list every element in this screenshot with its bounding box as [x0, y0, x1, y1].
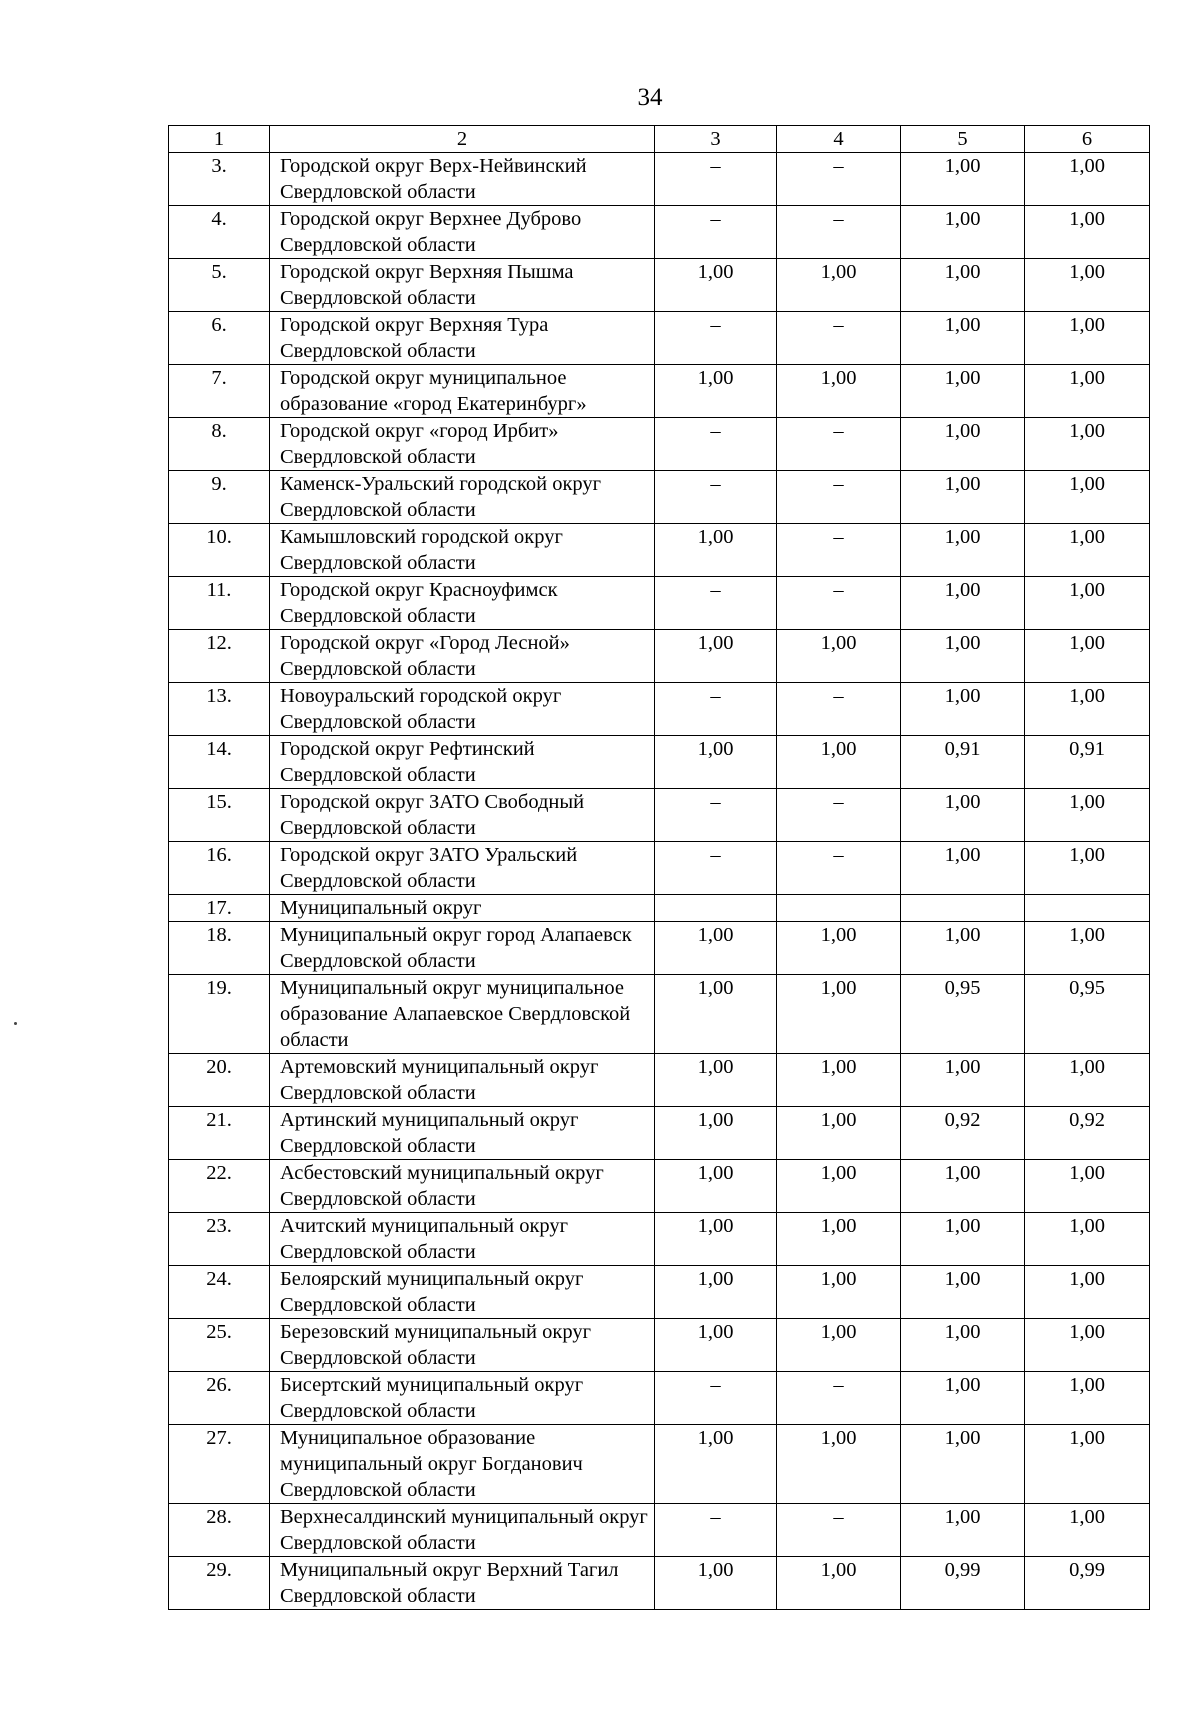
value-col-4: 1,00 — [777, 1160, 901, 1213]
value-col-6: 1,00 — [1025, 418, 1150, 471]
table-header-row — [169, 126, 1150, 153]
municipality-name: Городской округ Верхняя Тура Свердловской области — [270, 312, 655, 365]
header-cell: 6 — [1025, 126, 1150, 153]
value-col-6: 1,00 — [1025, 1504, 1150, 1557]
municipality-name: Городской округ «Город Лесной» Свердловской области — [270, 630, 655, 683]
value-col-3: 1,00 — [655, 365, 777, 418]
table-row — [169, 1557, 1150, 1610]
value-col-3: 1,00 — [655, 736, 777, 789]
value-col-5: 1,00 — [901, 312, 1025, 365]
municipality-name: Городской округ муниципальное образование «город Екатеринбург» — [270, 365, 655, 418]
value-col-3: 1,00 — [655, 630, 777, 683]
municipality-name: Городской округ ЗАТО Уральский Свердловской области — [270, 842, 655, 895]
table-row — [169, 1425, 1150, 1504]
value-col-6: 1,00 — [1025, 1266, 1150, 1319]
value-col-4: 1,00 — [777, 1266, 901, 1319]
value-col-6: 0,99 — [1025, 1557, 1150, 1610]
value-col-3: 1,00 — [655, 1107, 777, 1160]
value-col-3: – — [655, 1372, 777, 1425]
value-col-6: 1,00 — [1025, 842, 1150, 895]
table-row — [169, 259, 1150, 312]
value-col-5: 1,00 — [901, 630, 1025, 683]
value-col-6: 0,92 — [1025, 1107, 1150, 1160]
municipality-name: Городской округ «город Ирбит» Свердловской области — [270, 418, 655, 471]
row-number: 19. — [169, 975, 270, 1054]
value-col-3: 1,00 — [655, 1160, 777, 1213]
row-number: 7. — [169, 365, 270, 418]
value-col-4: – — [777, 1504, 901, 1557]
row-number: 23. — [169, 1213, 270, 1266]
value-col-6: 1,00 — [1025, 1213, 1150, 1266]
value-col-4: – — [777, 206, 901, 259]
municipality-name: Новоуральский городской округ Свердловской области — [270, 683, 655, 736]
value-col-5: 1,00 — [901, 259, 1025, 312]
table-row — [169, 1372, 1150, 1425]
table-row — [169, 1213, 1150, 1266]
value-col-4: 1,00 — [777, 1319, 901, 1372]
row-number: 13. — [169, 683, 270, 736]
row-number: 27. — [169, 1425, 270, 1504]
value-col-4: – — [777, 418, 901, 471]
value-col-6: 1,00 — [1025, 789, 1150, 842]
value-col-3: 1,00 — [655, 1425, 777, 1504]
municipality-name: Бисертский муниципальный округ Свердловской области — [270, 1372, 655, 1425]
table-row — [169, 206, 1150, 259]
value-col-3: 1,00 — [655, 975, 777, 1054]
row-number: 28. — [169, 1504, 270, 1557]
value-col-3: 1,00 — [655, 1557, 777, 1610]
table-row — [169, 577, 1150, 630]
value-col-4: 1,00 — [777, 922, 901, 975]
value-col-5: 0,95 — [901, 975, 1025, 1054]
value-col-5: 1,00 — [901, 683, 1025, 736]
value-col-5: 1,00 — [901, 153, 1025, 206]
table-row — [169, 418, 1150, 471]
value-col-6: 1,00 — [1025, 1160, 1150, 1213]
municipality-name: Березовский муниципальный округ Свердловской области — [270, 1319, 655, 1372]
value-col-4 — [777, 895, 901, 922]
value-col-5: 1,00 — [901, 1504, 1025, 1557]
value-col-6: 1,00 — [1025, 1425, 1150, 1504]
table-row — [169, 1266, 1150, 1319]
row-number: 11. — [169, 577, 270, 630]
table-row — [169, 471, 1150, 524]
value-col-6: 1,00 — [1025, 206, 1150, 259]
row-number: 12. — [169, 630, 270, 683]
value-col-5: 1,00 — [901, 1054, 1025, 1107]
value-col-4: 1,00 — [777, 1107, 901, 1160]
row-number: 6. — [169, 312, 270, 365]
value-col-5: 1,00 — [901, 524, 1025, 577]
table-row — [169, 895, 1150, 922]
value-col-4: – — [777, 1372, 901, 1425]
row-number: 4. — [169, 206, 270, 259]
table-row — [169, 922, 1150, 975]
header-cell: 2 — [270, 126, 655, 153]
scan-speck — [14, 1022, 17, 1025]
value-col-4: 1,00 — [777, 630, 901, 683]
municipality-name: Городской округ Верх-Нейвинский Свердловской области — [270, 153, 655, 206]
value-col-6: 1,00 — [1025, 365, 1150, 418]
value-col-3: – — [655, 206, 777, 259]
table-row — [169, 1054, 1150, 1107]
value-col-5: 1,00 — [901, 1425, 1025, 1504]
row-number: 26. — [169, 1372, 270, 1425]
row-number: 18. — [169, 922, 270, 975]
table-row — [169, 312, 1150, 365]
value-col-3: 1,00 — [655, 1213, 777, 1266]
value-col-5: 1,00 — [901, 1319, 1025, 1372]
value-col-4: 1,00 — [777, 259, 901, 312]
value-col-5: 1,00 — [901, 577, 1025, 630]
header-cell: 3 — [655, 126, 777, 153]
municipality-name: Городской округ Рефтинский Свердловской области — [270, 736, 655, 789]
value-col-3: – — [655, 1504, 777, 1557]
table-row — [169, 1107, 1150, 1160]
municipality-name: Муниципальный округ муниципальное образование Алапаевское Свердловской области — [270, 975, 655, 1054]
table-row — [169, 1160, 1150, 1213]
value-col-5: 1,00 — [901, 1160, 1025, 1213]
table-row — [169, 789, 1150, 842]
row-number: 24. — [169, 1266, 270, 1319]
value-col-3: 1,00 — [655, 1319, 777, 1372]
municipality-name: Городской округ Красноуфимск Свердловской области — [270, 577, 655, 630]
value-col-4: 1,00 — [777, 1213, 901, 1266]
value-col-4: 1,00 — [777, 975, 901, 1054]
header-cell: 4 — [777, 126, 901, 153]
municipality-name: Верхнесалдинский муниципальный округ Свердловской области — [270, 1504, 655, 1557]
row-number: 5. — [169, 259, 270, 312]
value-col-5: 1,00 — [901, 1266, 1025, 1319]
value-col-5: 0,92 — [901, 1107, 1025, 1160]
header-cell: 5 — [901, 126, 1025, 153]
value-col-6: 1,00 — [1025, 922, 1150, 975]
value-col-3: 1,00 — [655, 922, 777, 975]
row-number: 20. — [169, 1054, 270, 1107]
municipality-name: Городской округ Верхняя Пышма Свердловской области — [270, 259, 655, 312]
row-number: 17. — [169, 895, 270, 922]
value-col-4: – — [777, 577, 901, 630]
value-col-3: – — [655, 577, 777, 630]
value-col-6: 1,00 — [1025, 259, 1150, 312]
municipality-name: Муниципальный округ — [270, 895, 655, 922]
municipality-name: Муниципальный округ город Алапаевск Свердловской области — [270, 922, 655, 975]
table-row — [169, 842, 1150, 895]
table-row — [169, 683, 1150, 736]
value-col-3: – — [655, 842, 777, 895]
table-row — [169, 365, 1150, 418]
value-col-5: 1,00 — [901, 418, 1025, 471]
table-row — [169, 1319, 1150, 1372]
municipality-name: Камышловский городской округ Свердловской области — [270, 524, 655, 577]
value-col-6: 1,00 — [1025, 1319, 1150, 1372]
value-col-4: – — [777, 312, 901, 365]
row-number: 15. — [169, 789, 270, 842]
table-row — [169, 736, 1150, 789]
value-col-3: 1,00 — [655, 1054, 777, 1107]
value-col-6: 1,00 — [1025, 471, 1150, 524]
row-number: 21. — [169, 1107, 270, 1160]
value-col-4: 1,00 — [777, 1425, 901, 1504]
row-number: 8. — [169, 418, 270, 471]
value-col-6: 1,00 — [1025, 630, 1150, 683]
value-col-5: 1,00 — [901, 365, 1025, 418]
municipality-name: Белоярский муниципальный округ Свердловской области — [270, 1266, 655, 1319]
page-number: 34 — [637, 84, 663, 111]
table-row — [169, 975, 1150, 1054]
value-col-4: 1,00 — [777, 365, 901, 418]
data-table — [168, 125, 1150, 1610]
value-col-5: 0,91 — [901, 736, 1025, 789]
value-col-4: – — [777, 683, 901, 736]
municipality-name: Ачитский муниципальный округ Свердловской области — [270, 1213, 655, 1266]
value-col-3: – — [655, 789, 777, 842]
value-col-5: 0,99 — [901, 1557, 1025, 1610]
municipality-name: Муниципальный округ Верхний Тагил Свердловской области — [270, 1557, 655, 1610]
value-col-3: 1,00 — [655, 1266, 777, 1319]
municipality-name: Асбестовский муниципальный округ Свердловской области — [270, 1160, 655, 1213]
value-col-4: – — [777, 153, 901, 206]
value-col-5: 1,00 — [901, 471, 1025, 524]
value-col-5: 1,00 — [901, 842, 1025, 895]
value-col-5: 1,00 — [901, 1372, 1025, 1425]
table-row — [169, 153, 1150, 206]
row-number: 29. — [169, 1557, 270, 1610]
value-col-3: – — [655, 418, 777, 471]
value-col-4: 1,00 — [777, 1054, 901, 1107]
value-col-6: 1,00 — [1025, 524, 1150, 577]
value-col-3: – — [655, 471, 777, 524]
value-col-5: 1,00 — [901, 206, 1025, 259]
row-number: 10. — [169, 524, 270, 577]
row-number: 25. — [169, 1319, 270, 1372]
value-col-6: 1,00 — [1025, 1372, 1150, 1425]
municipality-name: Артемовский муниципальный округ Свердловской области — [270, 1054, 655, 1107]
value-col-6: 1,00 — [1025, 312, 1150, 365]
value-col-3: – — [655, 312, 777, 365]
value-col-4: – — [777, 524, 901, 577]
value-col-3: – — [655, 153, 777, 206]
value-col-6: 1,00 — [1025, 1054, 1150, 1107]
value-col-5: 1,00 — [901, 1213, 1025, 1266]
value-col-4: 1,00 — [777, 1557, 901, 1610]
value-col-5: 1,00 — [901, 922, 1025, 975]
row-number: 22. — [169, 1160, 270, 1213]
value-col-6 — [1025, 895, 1150, 922]
value-col-4: – — [777, 471, 901, 524]
value-col-4: 1,00 — [777, 736, 901, 789]
row-number: 3. — [169, 153, 270, 206]
value-col-6: 1,00 — [1025, 153, 1150, 206]
header-cell: 1 — [169, 126, 270, 153]
table-row — [169, 1504, 1150, 1557]
table-row — [169, 630, 1150, 683]
municipality-name: Городской округ ЗАТО Свободный Свердловской области — [270, 789, 655, 842]
value-col-5: 1,00 — [901, 789, 1025, 842]
value-col-4: – — [777, 842, 901, 895]
row-number: 14. — [169, 736, 270, 789]
municipality-name: Каменск-Уральский городской округ Свердловской области — [270, 471, 655, 524]
value-col-3: – — [655, 683, 777, 736]
value-col-3 — [655, 895, 777, 922]
municipality-name: Артинский муниципальный округ Свердловской области — [270, 1107, 655, 1160]
value-col-6: 0,95 — [1025, 975, 1150, 1054]
value-col-6: 1,00 — [1025, 683, 1150, 736]
value-col-5 — [901, 895, 1025, 922]
value-col-6: 0,91 — [1025, 736, 1150, 789]
row-number: 9. — [169, 471, 270, 524]
value-col-4: – — [777, 789, 901, 842]
table-row — [169, 524, 1150, 577]
row-number: 16. — [169, 842, 270, 895]
value-col-3: 1,00 — [655, 259, 777, 312]
value-col-6: 1,00 — [1025, 577, 1150, 630]
municipality-name: Муниципальное образование муниципальный округ Богданович Свердловской области — [270, 1425, 655, 1504]
municipality-name: Городской округ Верхнее Дуброво Свердловской области — [270, 206, 655, 259]
value-col-3: 1,00 — [655, 524, 777, 577]
